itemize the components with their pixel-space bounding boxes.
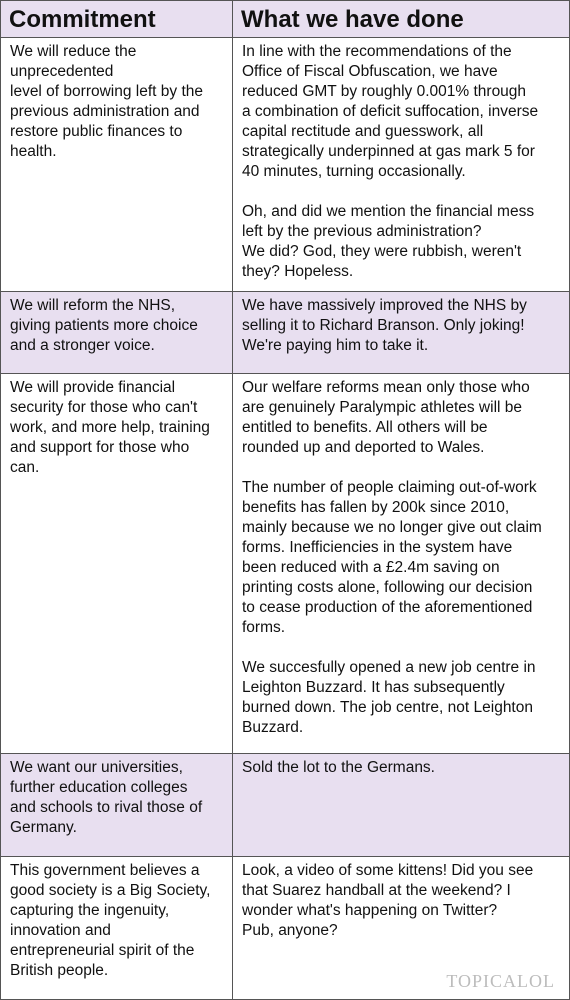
text-line: We will reform the NHS,	[10, 297, 176, 314]
text-line: Germany.	[10, 819, 77, 836]
text-line: forms.	[242, 619, 286, 636]
text-line: level of borrowing left by the	[10, 83, 203, 100]
text-line: Office of Fiscal Obfuscation, we have	[242, 63, 498, 80]
text-line: Leighton Buzzard. It has subsequently	[242, 679, 505, 696]
done-cell	[233, 38, 569, 291]
text-line: entrepreneurial spirit of the	[10, 942, 195, 959]
done-cell	[233, 292, 569, 373]
text-line: innovation and	[10, 922, 111, 939]
text-line: are genuinely Paralympic athletes will be	[242, 399, 523, 416]
text-line: been reduced with a £2.4m saving on	[242, 559, 500, 576]
text-line: and support for those who	[10, 439, 190, 456]
text-line: Sold the lot to the Germans.	[242, 759, 435, 776]
text-line: can.	[10, 459, 40, 476]
text-line: burned down. The job centre, not Leighton	[242, 699, 533, 716]
text-line: and schools to rival those of	[10, 799, 203, 816]
text-line: We did? God, they were rubbish, weren't	[242, 243, 522, 260]
text-line: unprecedented	[10, 63, 114, 80]
text-line: good society is a Big Society,	[10, 882, 211, 899]
text-line: Buzzard.	[242, 719, 304, 736]
text-line: to cease production of the aforementioned	[242, 599, 533, 616]
table-row	[1, 38, 569, 292]
text-line: 40 minutes, turning occasionally.	[242, 163, 466, 180]
text-line: This government believes a	[10, 862, 200, 879]
header-commitment: Commitment	[1, 1, 233, 37]
table-row	[1, 292, 569, 374]
text-line: work, and more help, training	[10, 419, 210, 436]
text-line: further education colleges	[10, 779, 188, 796]
text-line: printing costs alone, following our decision	[242, 579, 533, 596]
paragraph	[242, 478, 565, 638]
text-line: We will reduce the	[10, 43, 137, 60]
text-line: In line with the recommendations of the	[242, 43, 512, 60]
table-row	[1, 754, 569, 857]
text-line: We want our universities,	[10, 759, 183, 776]
text-line: We have massively improved the NHS by	[242, 297, 527, 314]
topicalol-watermark: TOPICALOL	[446, 971, 555, 991]
done-cell	[233, 754, 569, 856]
paragraph	[242, 202, 565, 282]
text-line: rounded up and deported to Wales.	[242, 439, 485, 456]
paragraph	[242, 296, 565, 356]
text-line: security for those who can't	[10, 399, 198, 416]
done-cell	[233, 374, 569, 753]
text-line: Pub, anyone?	[242, 922, 338, 939]
text-line: capital rectitude and guesswork, all	[242, 123, 484, 140]
commitment-cell	[1, 374, 233, 753]
header-what-we-have-done: What we have done	[241, 6, 464, 33]
text-line: mainly because we no longer give out claim	[242, 519, 542, 536]
paragraph	[242, 378, 565, 458]
text-line: We're paying him to take it.	[242, 337, 429, 354]
text-line: strategically underpinned at gas mark 5 for	[242, 143, 535, 160]
text-line: We will provide financial	[10, 379, 176, 396]
text-line: Look, a video of some kittens! Did you see	[242, 862, 534, 879]
text-line: Our welfare reforms mean only those who	[242, 379, 530, 396]
text-line: Oh, and did we mention the financial mess	[242, 203, 535, 220]
commitment-cell	[1, 292, 233, 373]
done-cell	[233, 857, 569, 999]
table-row	[1, 374, 569, 754]
text-line: a combination of deficit suffocation, inverse	[242, 103, 539, 120]
text-line: British people.	[10, 962, 109, 979]
commitment-cell	[1, 754, 233, 856]
text-line: they? Hopeless.	[242, 263, 354, 280]
text-line: benefits has fallen by 200k since 2010,	[242, 499, 510, 516]
text-line: left by the previous administration?	[242, 223, 482, 240]
commitment-cell	[1, 857, 233, 999]
paragraph	[242, 658, 565, 738]
text-line: restore public finances to	[10, 123, 183, 140]
commitment-cell	[1, 38, 233, 291]
text-line: health.	[10, 143, 57, 160]
paragraph	[242, 861, 565, 941]
text-line: capturing the ingenuity,	[10, 902, 170, 919]
text-line: giving patients more choice	[10, 317, 198, 334]
text-line: wonder what's happening on Twitter?	[242, 902, 498, 919]
text-line: The number of people claiming out-of-work	[242, 479, 537, 496]
paragraph	[242, 758, 565, 778]
text-line: forms. Inefficiencies in the system have	[242, 539, 513, 556]
text-line: previous administration and	[10, 103, 200, 120]
table-row	[1, 857, 569, 999]
text-line: that Suarez handball at the weekend? I	[242, 882, 511, 899]
text-line: entitled to benefits. All others will be	[242, 419, 488, 436]
table-header	[1, 1, 569, 38]
text-line: reduced GMT by roughly 0.001% through	[242, 83, 527, 100]
text-line: We succesfully opened a new job centre in	[242, 659, 536, 676]
paragraph	[242, 42, 565, 182]
text-line: selling it to Richard Branson. Only joking!	[242, 317, 525, 334]
text-line: and a stronger voice.	[10, 337, 155, 354]
